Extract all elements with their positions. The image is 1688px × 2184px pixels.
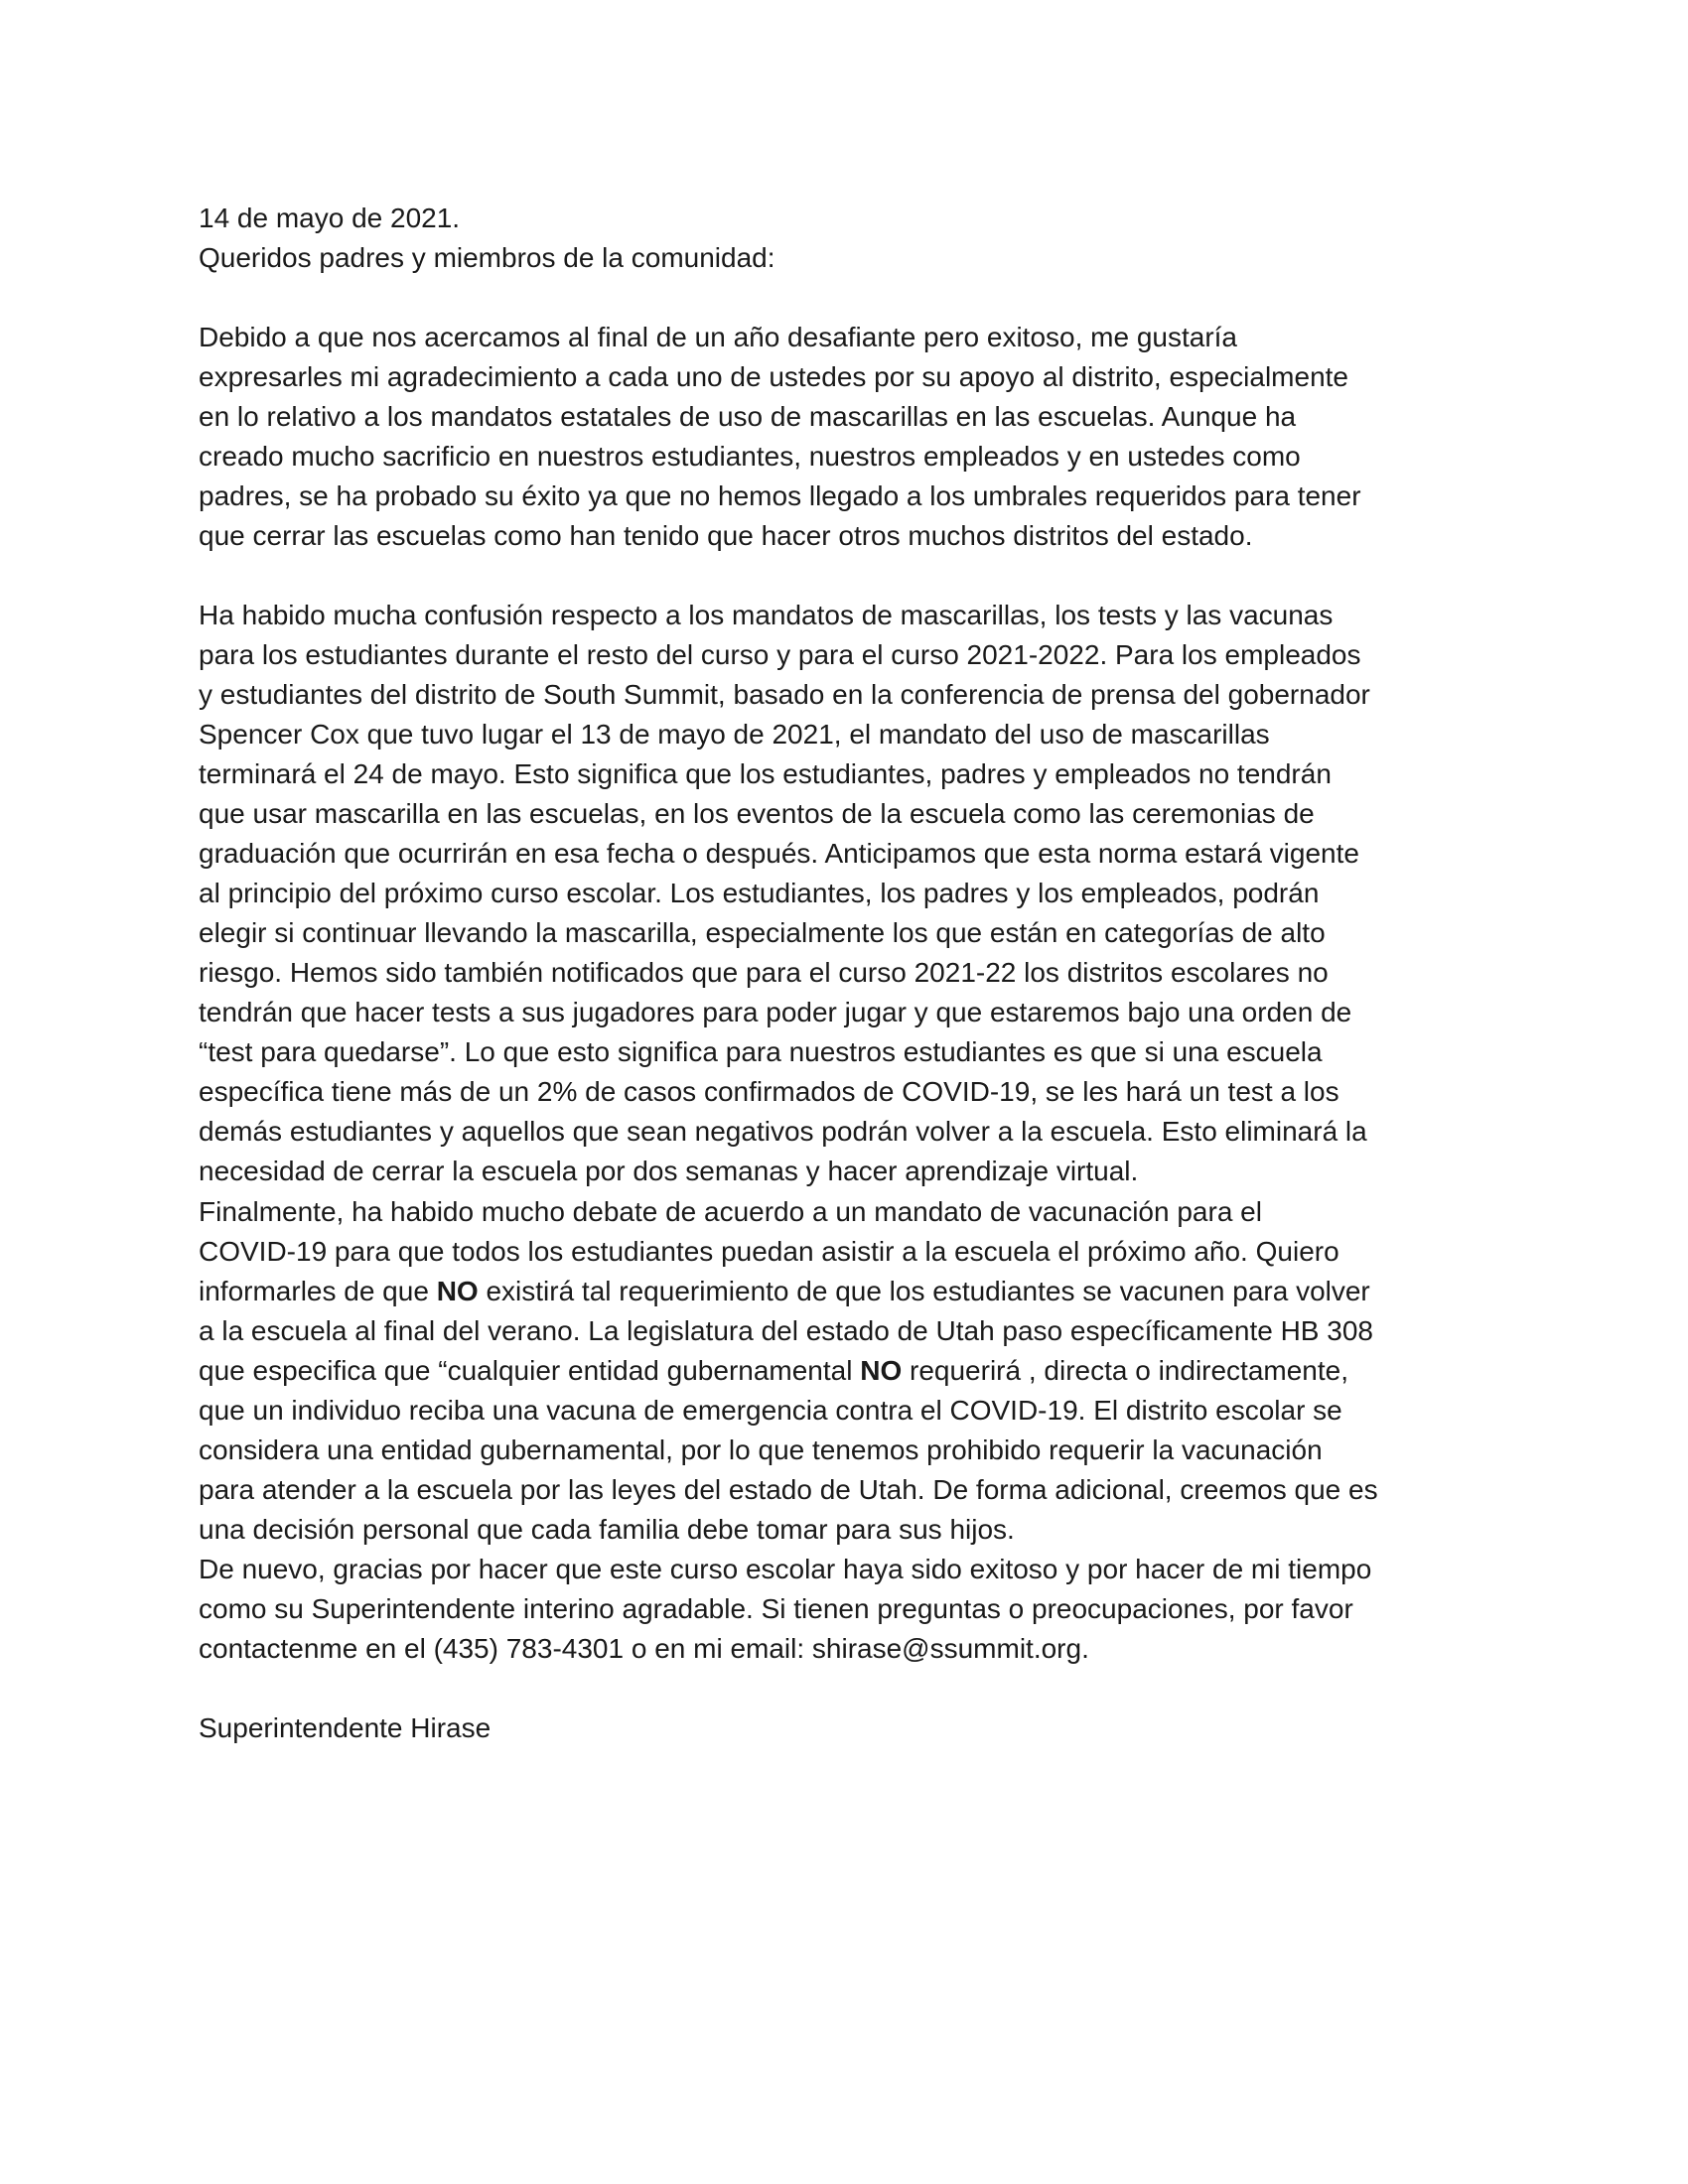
letter-signature	[199, 1708, 1489, 1748]
paragraph-vaccination	[199, 1192, 1489, 1550]
text-run: que especifica que “cualquier entidad gubernamental	[199, 1355, 861, 1386]
paragraph-line: en lo relativo a los mandatos estatales de uso de mascarillas en las escuelas. Aunque ha	[199, 401, 1297, 432]
paragraph-line: creado mucho sacrificio en nuestros estudiantes, nuestros empleados y en ustedes como	[199, 441, 1301, 472]
paragraph-gratitude	[199, 318, 1489, 556]
paragraph-line: Debido a que nos acercamos al final de un año desafiante pero exitoso, me gustaría	[199, 322, 1237, 352]
signature-name: Superintendente Hirase	[199, 1712, 492, 1743]
paragraph-line: y estudiantes del distrito de South Summit, basado en la conferencia de prensa del gobernador	[199, 679, 1370, 710]
paragraph-line: COVID-19 para que todos los estudiantes puedan asistir a la escuela el próximo año. Quiero	[199, 1236, 1339, 1267]
paragraph-line: elegir si continuar llevando la mascarilla, especialmente los que están en categorías de alto	[199, 917, 1326, 948]
paragraph-line: como su Superintendente interino agradable. Si tienen preguntas o preocupaciones, por favor	[199, 1593, 1353, 1624]
paragraph-line: a la escuela al final del verano. La legislatura del estado de Utah paso específicamente HB 308	[199, 1315, 1373, 1346]
paragraph-line	[199, 1272, 1489, 1311]
emphasis-no: NO	[860, 1355, 903, 1386]
paragraph-line: que usar mascarilla en las escuelas, en los eventos de la escuela como las ceremonias de	[199, 798, 1315, 829]
paragraph-line: necesidad de cerrar la escuela por dos semanas y hacer aprendizaje virtual.	[199, 1156, 1139, 1186]
paragraph-line: para los estudiantes durante el resto del curso y para el curso 2021-2022. Para los empleados	[199, 639, 1361, 670]
paragraph-line: que un individuo reciba una vacuna de emergencia contra el COVID-19. El distrito escolar se	[199, 1395, 1342, 1426]
text-run: existirá tal requerimiento de que los estudiantes se vacunen para volver	[478, 1276, 1370, 1306]
paragraph-line: De nuevo, gracias por hacer que este curso escolar haya sido exitoso y por hacer de mi tiempo	[199, 1554, 1372, 1584]
paragraph-line: demás estudiantes y aquellos que sean negativos podrán volver a la escuela. Esto eliminará la	[199, 1116, 1367, 1147]
paragraph-line: “test para quedarse”. Lo que esto significa para nuestros estudiantes es que si una escuela	[199, 1036, 1323, 1067]
paragraph-line: contactenme en el (435) 783-4301 o en mi email: shirase@ssummit.org.	[199, 1633, 1089, 1664]
paragraph-line: para atender a la escuela por las leyes del estado de Utah. De forma adicional, creemos que es	[199, 1474, 1378, 1505]
paragraph-line: expresarles mi agradecimiento a cada uno de ustedes por su apoyo al distrito, especialmente	[199, 361, 1348, 392]
text-run: requerirá , directa o indirectamente,	[902, 1355, 1349, 1386]
paragraph-line: que cerrar las escuelas como han tenido que hacer otros muchos distritos del estado.	[199, 520, 1253, 551]
paragraph-line	[199, 1351, 1489, 1391]
paragraph-line: riesgo. Hemos sido también notificados que para el curso 2021-22 los distritos escolares no	[199, 957, 1329, 988]
letter-salutation: Queridos padres y miembros de la comunidad:	[199, 242, 775, 273]
paragraph-line: una decisión personal que cada familia debe tomar para sus hijos.	[199, 1514, 1015, 1545]
text-run: informarles de que	[199, 1276, 437, 1306]
paragraph-line: Spencer Cox que tuvo lugar el 13 de mayo de 2021, el mandato del uso de mascarillas	[199, 719, 1270, 750]
letter-header	[199, 199, 1489, 278]
paragraph-mask-mandate	[199, 596, 1489, 1191]
letter-date: 14 de mayo de 2021.	[199, 203, 461, 233]
paragraph-line: al principio del próximo curso escolar. Los estudiantes, los padres y los empleados, podrán	[199, 878, 1320, 908]
paragraph-line: terminará el 24 de mayo. Esto significa que los estudiantes, padres y empleados no tendrán	[199, 758, 1332, 789]
paragraph-closing	[199, 1550, 1489, 1669]
paragraph-line: específica tiene más de un 2% de casos confirmados de COVID-19, se les hará un test a los	[199, 1076, 1339, 1107]
emphasis-no: NO	[436, 1276, 479, 1306]
paragraph-line: considera una entidad gubernamental, por lo que tenemos prohibido requerir la vacunación	[199, 1434, 1323, 1465]
paragraph-line: tendrán que hacer tests a sus jugadores para poder jugar y que estaremos bajo una orden de	[199, 997, 1352, 1027]
paragraph-line: graduación que ocurrirán en esa fecha o después. Anticipamos que esta norma estará vigente	[199, 838, 1359, 869]
paragraph-line: Ha habido mucha confusión respecto a los mandatos de mascarillas, los tests y las vacunas	[199, 600, 1334, 630]
paragraph-line: padres, se ha probado su éxito ya que no hemos llegado a los umbrales requeridos para tener	[199, 480, 1361, 511]
paragraph-line: Finalmente, ha habido mucho debate de acuerdo a un mandato de vacunación para el	[199, 1196, 1262, 1227]
